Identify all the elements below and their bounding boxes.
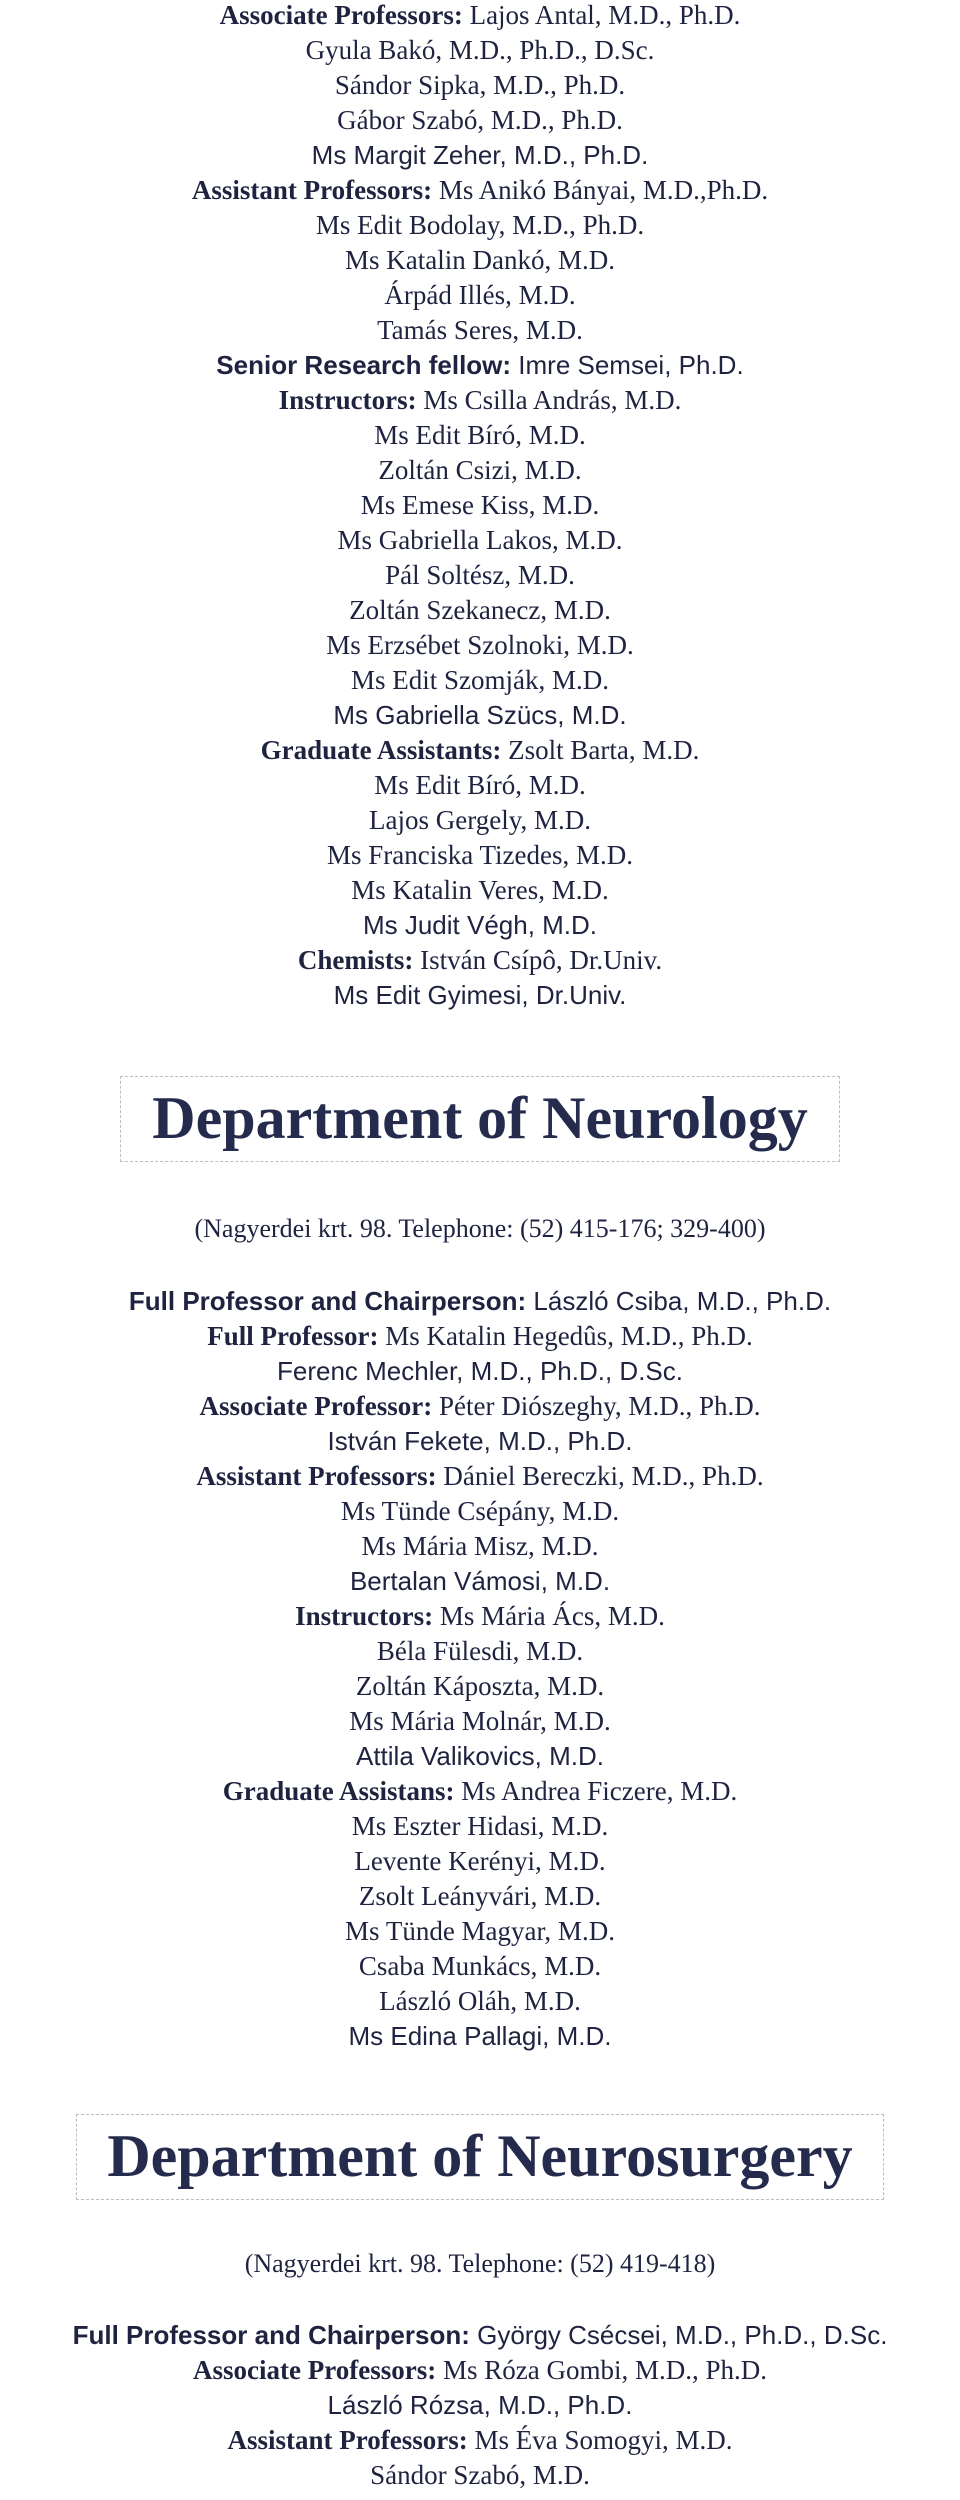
staff-role-label: Instructors:	[278, 385, 417, 415]
staff-line	[0, 772, 960, 799]
staff-line	[0, 282, 960, 309]
staff-name: Ms Judit Végh, M.D.	[362, 910, 598, 940]
staff-name: István Fekete, M.D., Ph.D.	[327, 1426, 633, 1456]
staff-name: Ms Franciska Tizedes, M.D.	[326, 840, 633, 870]
staff-name: Ms Eszter Hidasi, M.D.	[351, 1811, 609, 1841]
staff-line	[0, 352, 960, 378]
staff-line	[0, 912, 960, 938]
staff-name: Péter Diószeghy, M.D., Ph.D.	[432, 1391, 761, 1421]
staff-name: Zoltán Káposzta, M.D.	[355, 1671, 605, 1701]
staff-line	[0, 72, 960, 99]
staff-line	[0, 527, 960, 554]
staff-name: Ms Katalin Dankó, M.D.	[345, 245, 615, 275]
staff-role-label: Full Professor:	[207, 1321, 379, 1351]
staff-name: Ms Edit Bíró, M.D.	[374, 770, 586, 800]
staff-name: Ms Éva Somogyi, M.D.	[467, 2425, 733, 2455]
staff-name: Imre Semsei, Ph.D.	[511, 350, 744, 380]
staff-line	[0, 457, 960, 484]
staff-name: Ms Edit Gyimesi, Dr.Univ.	[333, 980, 627, 1010]
staff-line	[0, 1603, 960, 1630]
staff-name: László Csiba, M.D., Ph.D.	[526, 1286, 832, 1316]
staff-name: György Csécsei, M.D., Ph.D., D.Sc.	[469, 2320, 888, 2350]
staff-name: Csaba Munkács, M.D.	[358, 1951, 602, 1981]
staff-line	[0, 1498, 960, 1525]
staff-name: Dániel Bereczki, M.D., Ph.D.	[436, 1461, 764, 1491]
staff-line	[0, 1288, 960, 1314]
staff-role-label: Instructors:	[295, 1601, 434, 1631]
staff-line	[0, 422, 960, 449]
staff-name: Ms Edina Pallagi, M.D.	[348, 2021, 612, 2051]
staff-role-label: Full Professor and Chairperson:	[72, 2320, 470, 2350]
staff-name: Tamás Seres, M.D.	[377, 315, 583, 345]
staff-line	[0, 702, 960, 728]
staff-role-label: Full Professor and Chairperson:	[128, 1286, 527, 1316]
staff-name: Lajos Antal, M.D., Ph.D.	[462, 0, 741, 30]
staff-name: Sándor Sipka, M.D., Ph.D.	[334, 70, 626, 100]
staff-line	[0, 1323, 960, 1350]
staff-name: Zsolt Leányvári, M.D.	[358, 1881, 602, 1911]
staff-line	[0, 1638, 960, 1665]
staff-line	[0, 1918, 960, 1945]
staff-line	[0, 37, 960, 64]
staff-name: Ms Edit Bíró, M.D.	[374, 420, 586, 450]
staff-line	[0, 387, 960, 414]
staff-line	[0, 492, 960, 519]
staff-name: Ms Mária Misz, M.D.	[361, 1531, 599, 1561]
staff-line	[0, 317, 960, 344]
staff-line	[0, 2427, 960, 2454]
staff-name: Ms Katalin Veres, M.D.	[351, 875, 609, 905]
staff-name: Zoltán Szekanecz, M.D.	[349, 595, 611, 625]
neurology-title: Department of Neurology	[120, 1076, 840, 1162]
staff-role-label: Graduate Assistants:	[260, 735, 502, 765]
staff-line	[0, 1743, 960, 1769]
staff-role-label: Assistant Professors:	[196, 1461, 437, 1491]
staff-name: Lajos Gergely, M.D.	[369, 805, 591, 835]
staff-line	[0, 1393, 960, 1420]
staff-name: Zsolt Barta, M.D.	[501, 735, 700, 765]
staff-line	[0, 1463, 960, 1490]
staff-name: Ms Gabriella Szücs, M.D.	[333, 700, 627, 730]
staff-name: Ms Emese Kiss, M.D.	[360, 490, 600, 520]
staff-name: Ms Anikó Bányai, M.D.,Ph.D.	[432, 175, 769, 205]
staff-role-label: Graduate Assistans:	[222, 1776, 455, 1806]
staff-role-label: Associate Professors:	[219, 0, 463, 30]
staff-line	[0, 212, 960, 239]
staff-name: Ms Gabriella Lakos, M.D.	[337, 525, 623, 555]
neurosurgery-address: (Nagyerdei krt. 98. Telephone: (52) 419-418)	[244, 2249, 716, 2278]
staff-line	[0, 2462, 960, 2489]
staff-line	[0, 177, 960, 204]
staff-name: Gábor Szabó, M.D., Ph.D.	[337, 105, 623, 135]
staff-name: Pál Soltész, M.D.	[385, 560, 575, 590]
staff-name: Bertalan Vámosi, M.D.	[349, 1566, 611, 1596]
staff-line	[0, 142, 960, 168]
staff-line	[0, 107, 960, 134]
staff-role-label: Associate Professors:	[193, 2355, 437, 2385]
staff-name: Gyula Bakó, M.D., Ph.D., D.Sc.	[305, 35, 655, 65]
staff-name: Ms Róza Gombi, M.D., Ph.D.	[436, 2355, 767, 2385]
staff-line	[0, 2357, 960, 2384]
staff-line	[0, 1428, 960, 1454]
staff-line	[0, 667, 960, 694]
staff-line	[0, 947, 960, 974]
staff-line	[0, 737, 960, 764]
staff-name: Ms Mária Ács, M.D.	[433, 1601, 665, 1631]
staff-name: Levente Kerényi, M.D.	[354, 1846, 606, 1876]
staff-line	[0, 982, 960, 1008]
staff-line	[0, 632, 960, 659]
staff-name: Ms Csilla András, M.D.	[416, 385, 682, 415]
staff-line	[0, 1708, 960, 1735]
staff-line	[0, 1848, 960, 1875]
staff-line	[0, 877, 960, 904]
staff-line	[0, 2392, 960, 2418]
staff-role-label: Assistant Professors:	[227, 2425, 468, 2455]
staff-line	[0, 1953, 960, 1980]
staff-line	[0, 2, 960, 29]
staff-line	[0, 1358, 960, 1384]
staff-name: Béla Fülesdi, M.D.	[376, 1636, 584, 1666]
staff-name: Ms Edit Bodolay, M.D., Ph.D.	[315, 210, 645, 240]
staff-name: István Csípô, Dr.Univ.	[413, 945, 663, 975]
staff-line	[0, 1988, 960, 2015]
staff-line	[0, 2023, 960, 2049]
neurosurgery-title: Department of Neurosurgery	[76, 2114, 884, 2200]
staff-name: Ms Tünde Csépány, M.D.	[340, 1496, 620, 1526]
neurology-address: (Nagyerdei krt. 98. Telephone: (52) 415-176; 329-400)	[194, 1214, 766, 1243]
staff-line	[0, 1568, 960, 1594]
staff-role-label: Assistant Professors:	[191, 175, 433, 205]
staff-name: Ms Katalin Hegedûs, M.D., Ph.D.	[378, 1321, 753, 1351]
staff-line	[0, 1673, 960, 1700]
staff-name: Ms Tünde Magyar, M.D.	[345, 1916, 615, 1946]
staff-name: Ms Edit Szomják, M.D.	[350, 665, 609, 695]
staff-line	[0, 562, 960, 589]
staff-name: László Oláh, M.D.	[379, 1986, 581, 2016]
staff-line	[0, 247, 960, 274]
staff-name: Attila Valikovics, M.D.	[355, 1741, 604, 1771]
staff-line	[0, 1778, 960, 1805]
staff-line	[0, 597, 960, 624]
staff-role-label: Chemists:	[297, 945, 414, 975]
staff-line	[0, 807, 960, 834]
staff-name: Ms Andrea Ficzere, M.D.	[454, 1776, 738, 1806]
staff-name: Ms Mária Molnár, M.D.	[349, 1706, 611, 1736]
staff-line	[0, 1813, 960, 1840]
staff-role-label: Associate Professor:	[199, 1391, 433, 1421]
staff-line	[0, 1533, 960, 1560]
staff-name: Ms Margit Zeher, M.D., Ph.D.	[311, 140, 649, 170]
staff-name: Ferenc Mechler, M.D., Ph.D., D.Sc.	[277, 1356, 683, 1386]
staff-line	[0, 1883, 960, 1910]
staff-name: László Rózsa, M.D., Ph.D.	[327, 2390, 633, 2420]
staff-name: Zoltán Csizi, M.D.	[378, 455, 582, 485]
staff-role-label: Senior Research fellow:	[216, 350, 512, 380]
staff-name: Ms Erzsébet Szolnoki, M.D.	[326, 630, 634, 660]
staff-line	[0, 2322, 960, 2348]
staff-name: Sándor Szabó, M.D.	[370, 2460, 590, 2490]
staff-name: Árpád Illés, M.D.	[384, 280, 576, 310]
staff-line	[0, 842, 960, 869]
